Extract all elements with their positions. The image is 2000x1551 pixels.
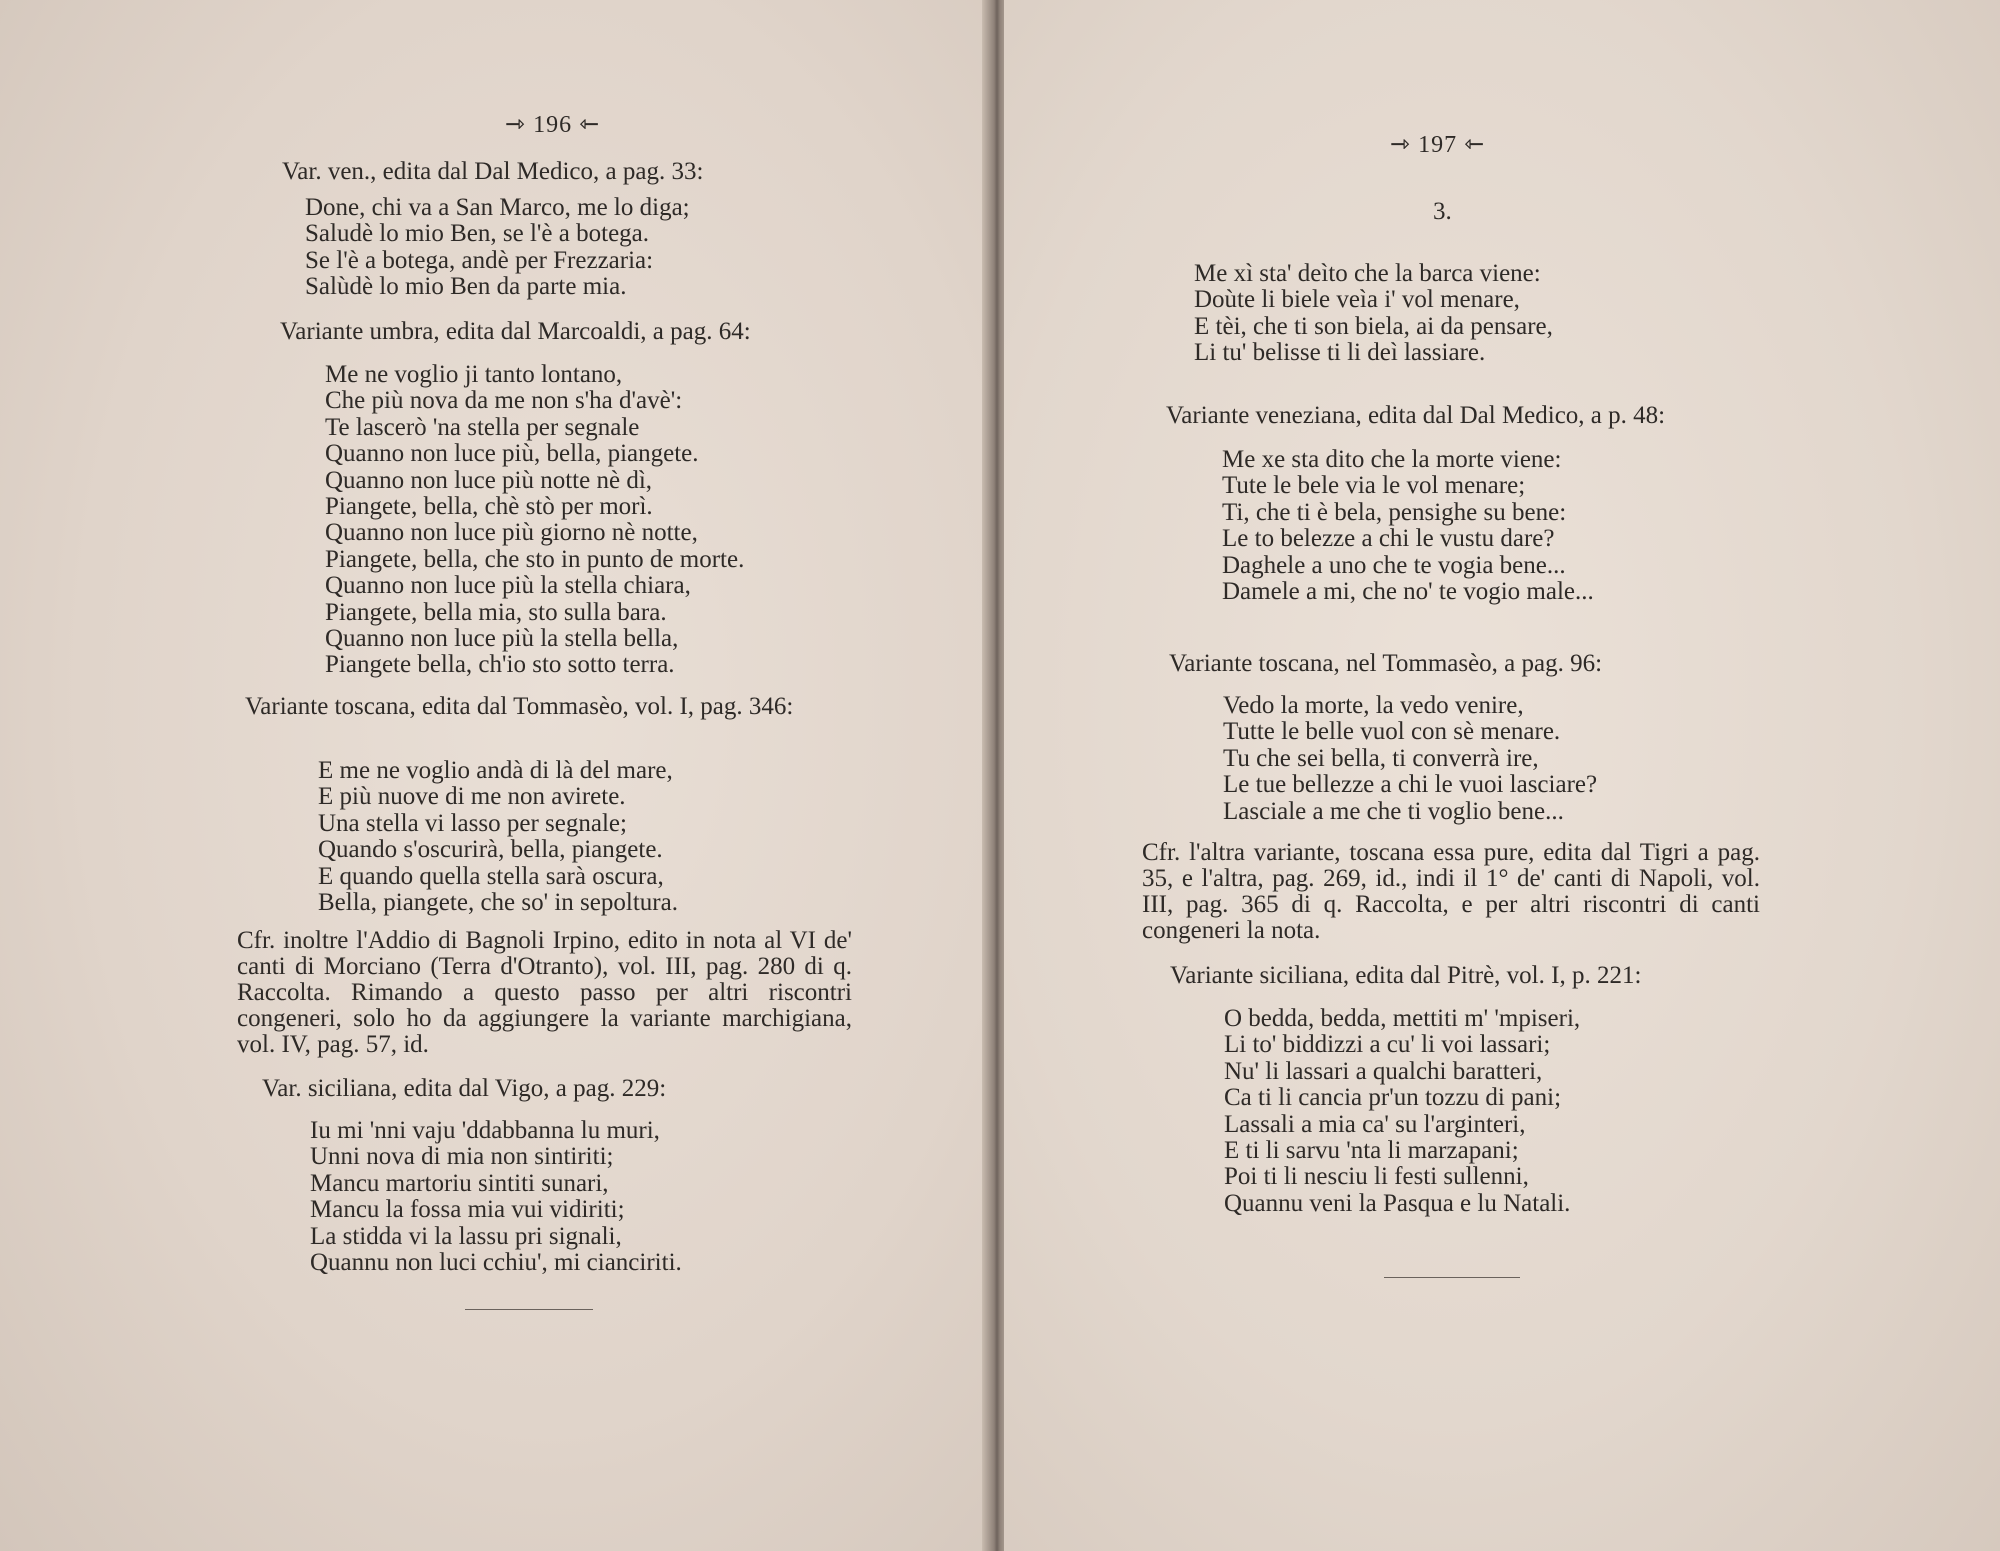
verse-line: Me xì sta' deìto che la barca viene: [1194, 260, 1541, 287]
verse-line: Nu' li lassari a qualchi baratteri, [1224, 1057, 1543, 1085]
verse-line: Quannu non luci cchiu', mi cianciriti. [310, 1248, 682, 1276]
verse-line: Lassali a mia ca' su l'arginteri, [1224, 1110, 1526, 1138]
verse-line: E tèi, che ti son biela, ai da pensare, [1194, 312, 1553, 340]
heading-var-toscana: Variante toscana, edita dal Tommasèo, vol. I, pag. 346: [245, 693, 794, 720]
verse-line: Doùte li biele veìa i' vol menare, [1194, 286, 1520, 314]
verse-var-veneziana [1222, 444, 1594, 605]
verse-line: Mancu martoriu sintiti sunari, [310, 1169, 609, 1197]
verse-line: Tute le bele via le vol menare; [1222, 472, 1526, 500]
verse-line: E più nuove di me non avirete. [318, 783, 626, 811]
heading-var-siciliana-pitre: Variante siciliana, edita dal Pitrè, vol. I, p. 221: [1170, 962, 1642, 989]
verse-var-siciliana [310, 1118, 682, 1276]
verse-line: Done, chi va a San Marco, me lo diga; [305, 194, 690, 221]
heading-var-umbra: Variante umbra, edita dal Marcoaldi, a pag. 64: [280, 318, 751, 345]
end-rule-left [465, 1309, 593, 1310]
verse-line: E quando quella stella sarà oscura, [318, 862, 664, 890]
verse-line: Piangete, bella, chè stò per morì. [325, 492, 653, 520]
verse-line: Piangete, bella, che sto in punto de morte. [325, 545, 745, 573]
heading-var-veneta: Var. ven., edita dal Dal Medico, a pag. 33: [282, 158, 704, 185]
verse-line: Lasciale a me che ti voglio bene... [1223, 797, 1564, 825]
verse-line: Daghele a uno che te vogia bene... [1222, 551, 1566, 579]
verse-line: Tutte le belle vuol con sè menare. [1223, 718, 1561, 746]
page-number-196: ⇾ 196 ⇽ [505, 112, 601, 138]
verse-line: Ti, che ti è bela, pensighe su bene: [1222, 498, 1567, 526]
verse-line: E me ne voglio andà di là del mare, [318, 757, 673, 784]
verse-line: Quanno non luce più giorno nè notte, [325, 519, 698, 547]
verse-line: Quando s'oscurirà, bella, piangete. [318, 836, 663, 864]
verse-line: Quanno non luce più, bella, piangete. [325, 440, 699, 468]
verse-var-toscana [318, 758, 678, 916]
verse-var-veneta [305, 195, 690, 301]
verse-line: Unni nova di mia non sintiriti; [310, 1143, 614, 1171]
verse-line: Li tu' belisse ti li deì lassiare. [1194, 339, 1486, 367]
note-cfr-tigri: Cfr. l'altra variante, toscana essa pure, edita dal Tigri a pag. 35, e l'altra, pag. 269, id., indi il 1° de' canti di Napoli, vol. III, pag. 365 di q. Raccolta, e per altri riscontri di canti congeneri la nota. [1142, 839, 1760, 944]
verse-line: Che più nova da me non s'ha d'avè': [325, 387, 683, 415]
song-number: 3. [1433, 198, 1452, 225]
verse-line: E ti li sarvu 'nta li marzapani; [1224, 1136, 1519, 1164]
verse-line: Le tue bellezze a chi le vuoi lasciare? [1223, 771, 1598, 799]
page-number-197: ⇾ 197 ⇽ [1390, 132, 1486, 158]
verse-line: Le to belezze a chi le vustu dare? [1222, 525, 1555, 553]
verse-line: Quanno non luce più la stella chiara, [325, 572, 691, 600]
verse-song-3 [1194, 258, 1553, 367]
verse-line: Me xe sta dito che la morte viene: [1222, 446, 1562, 473]
verse-line: Piangete bella, ch'io sto sotto terra. [325, 651, 675, 679]
right-page [1004, 0, 2000, 1551]
verse-line: Quannu veni la Pasqua e lu Natali. [1224, 1189, 1571, 1217]
end-rule-right [1384, 1277, 1520, 1278]
verse-line: Li to' biddizzi a cu' li voi lassari; [1224, 1031, 1551, 1059]
verse-line: O bedda, bedda, mettiti m' 'mpiseri, [1224, 1005, 1581, 1032]
verse-var-toscana-tommaseo [1223, 693, 1597, 825]
verse-line: Me ne voglio ji tanto lontano, [325, 361, 623, 388]
verse-line: Ca ti li cancia pr'un tozzu di pani; [1224, 1084, 1562, 1112]
verse-line: Damele a mi, che no' te vogio male... [1222, 577, 1594, 605]
verse-var-umbra [325, 362, 744, 679]
verse-line: Mancu la fossa mia vui vidiriti; [310, 1196, 625, 1224]
verse-line: Bella, piangete, che so' in sepoltura. [318, 888, 678, 916]
note-cfr-bagnoli: Cfr. inoltre l'Addio di Bagnoli Irpino, edito in nota al VI de' canti di Morciano (Terra d'Otranto), vol. III, pag. 280 di q. Raccolta. Rimando a questo passo per altri riscontri congeneri, solo ho da aggiungere la variante marchigiana, vol. IV, pag. 57, id. [237, 927, 852, 1058]
verse-line: Poi ti li nesciu li festi sullenni, [1224, 1163, 1529, 1191]
verse-var-siciliana-pitre [1224, 1006, 1580, 1217]
verse-line: Se l'è a botega, andè per Frezzaria: [305, 246, 654, 274]
verse-line: Salùdè lo mio Ben da parte mia. [305, 273, 627, 301]
verse-line: Te lascerò 'na stella per segnale [325, 413, 640, 441]
left-page [0, 0, 996, 1551]
heading-var-veneziana: Variante veneziana, edita dal Dal Medico, a p. 48: [1166, 402, 1666, 429]
heading-var-siciliana: Var. siciliana, edita dal Vigo, a pag. 229: [262, 1075, 667, 1102]
verse-line: Iu mi 'nni vaju 'ddabbanna lu muri, [310, 1117, 660, 1144]
verse-line: Piangete, bella mia, sto sulla bara. [325, 598, 667, 626]
verse-line: Una stella vi lasso per segnale; [318, 809, 627, 837]
verse-line: Vedo la morte, la vedo venire, [1223, 692, 1524, 719]
heading-var-toscana-tommaseo: Variante toscana, nel Tommasèo, a pag. 96: [1169, 650, 1603, 677]
verse-line: Quanno non luce più notte nè dì, [325, 466, 653, 494]
verse-line: Quanno non luce più la stella bella, [325, 624, 679, 652]
verse-line: Saludè lo mio Ben, se l'è a botega. [305, 220, 650, 248]
verse-line: La stidda vi la lassu pri signali, [310, 1222, 622, 1250]
verse-line: Tu che sei bella, ti converrà ire, [1223, 744, 1539, 772]
